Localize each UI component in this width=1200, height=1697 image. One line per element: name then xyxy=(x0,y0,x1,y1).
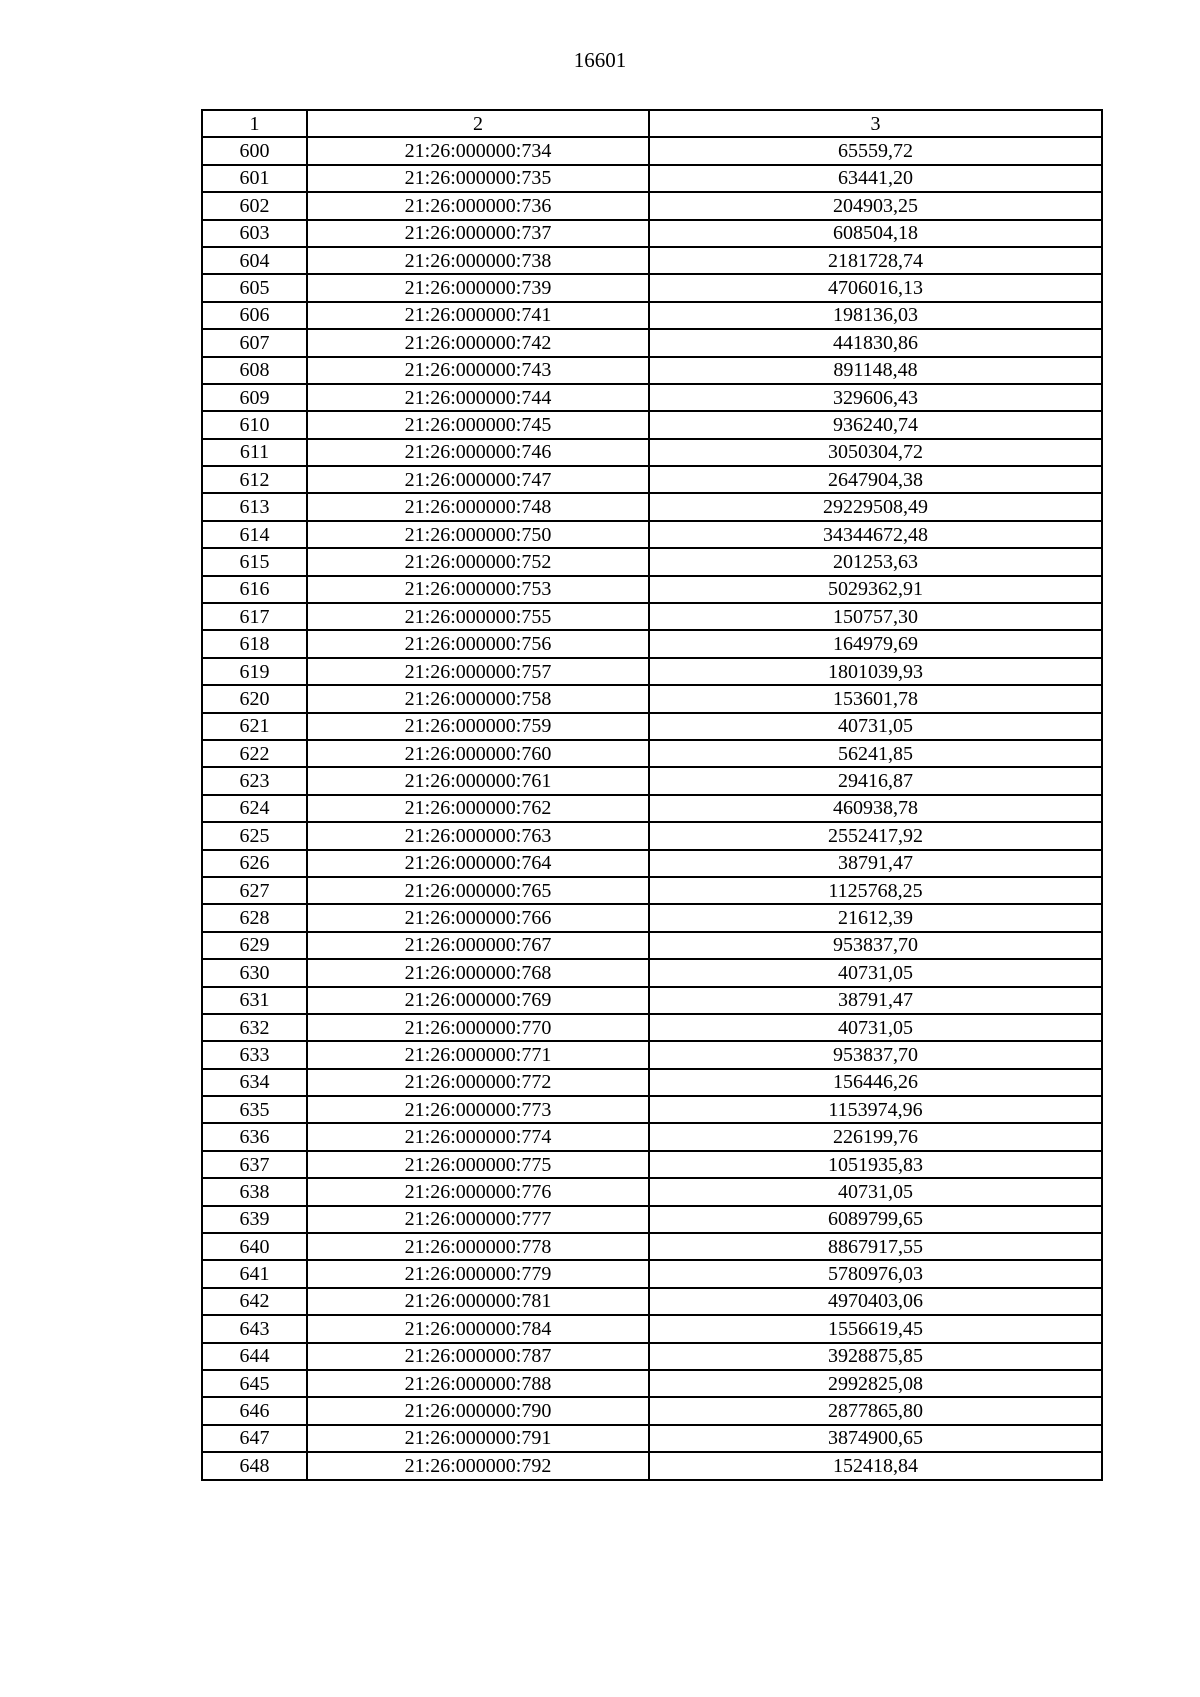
value-cell: 1556619,45 xyxy=(649,1315,1102,1342)
table-row xyxy=(202,1123,1102,1150)
value-cell: 5780976,03 xyxy=(649,1260,1102,1287)
row-number-cell: 612 xyxy=(202,466,307,493)
row-number-cell: 611 xyxy=(202,439,307,466)
table-row xyxy=(202,137,1102,164)
row-number-cell: 607 xyxy=(202,329,307,356)
row-number-cell: 643 xyxy=(202,1315,307,1342)
table-row xyxy=(202,1425,1102,1452)
table-row xyxy=(202,658,1102,685)
cadastral-number-cell: 21:26:000000:759 xyxy=(307,713,649,740)
row-number-cell: 613 xyxy=(202,493,307,520)
row-number-cell: 606 xyxy=(202,302,307,329)
row-number-cell: 628 xyxy=(202,904,307,931)
table-row xyxy=(202,466,1102,493)
value-cell: 198136,03 xyxy=(649,302,1102,329)
table-row xyxy=(202,1370,1102,1397)
row-number-cell: 622 xyxy=(202,740,307,767)
value-cell: 2181728,74 xyxy=(649,247,1102,274)
table-row xyxy=(202,877,1102,904)
row-number-cell: 610 xyxy=(202,411,307,438)
value-cell: 4970403,06 xyxy=(649,1288,1102,1315)
cadastral-number-cell: 21:26:000000:752 xyxy=(307,548,649,575)
value-cell: 5029362,91 xyxy=(649,576,1102,603)
value-cell: 2992825,08 xyxy=(649,1370,1102,1397)
value-cell: 38791,47 xyxy=(649,987,1102,1014)
cadastral-number-cell: 21:26:000000:741 xyxy=(307,302,649,329)
row-number-cell: 647 xyxy=(202,1425,307,1452)
table-row xyxy=(202,1096,1102,1123)
value-cell: 40731,05 xyxy=(649,713,1102,740)
cadastral-number-cell: 21:26:000000:765 xyxy=(307,877,649,904)
table-row xyxy=(202,1343,1102,1370)
row-number-cell: 642 xyxy=(202,1288,307,1315)
cadastral-number-cell: 21:26:000000:770 xyxy=(307,1014,649,1041)
value-cell: 40731,05 xyxy=(649,1014,1102,1041)
value-cell: 608504,18 xyxy=(649,220,1102,247)
value-cell: 150757,30 xyxy=(649,603,1102,630)
row-number-cell: 645 xyxy=(202,1370,307,1397)
row-number-cell: 630 xyxy=(202,959,307,986)
value-cell: 2877865,80 xyxy=(649,1397,1102,1424)
cadastral-number-cell: 21:26:000000:779 xyxy=(307,1260,649,1287)
cadastral-number-cell: 21:26:000000:781 xyxy=(307,1288,649,1315)
table-row xyxy=(202,192,1102,219)
table-row xyxy=(202,247,1102,274)
header-cell-col1: 1 xyxy=(202,110,307,137)
value-cell: 953837,70 xyxy=(649,932,1102,959)
value-cell: 460938,78 xyxy=(649,795,1102,822)
header-cell-col3: 3 xyxy=(649,110,1102,137)
cadastral-number-cell: 21:26:000000:773 xyxy=(307,1096,649,1123)
row-number-cell: 602 xyxy=(202,192,307,219)
cadastral-number-cell: 21:26:000000:784 xyxy=(307,1315,649,1342)
data-table xyxy=(201,109,1103,1481)
value-cell: 38791,47 xyxy=(649,850,1102,877)
row-number-cell: 627 xyxy=(202,877,307,904)
row-number-cell: 615 xyxy=(202,548,307,575)
cadastral-number-cell: 21:26:000000:778 xyxy=(307,1233,649,1260)
table-row xyxy=(202,713,1102,740)
cadastral-number-cell: 21:26:000000:743 xyxy=(307,357,649,384)
table-row xyxy=(202,1041,1102,1068)
cadastral-number-cell: 21:26:000000:750 xyxy=(307,521,649,548)
table-row xyxy=(202,384,1102,411)
row-number-cell: 600 xyxy=(202,137,307,164)
value-cell: 226199,76 xyxy=(649,1123,1102,1150)
row-number-cell: 619 xyxy=(202,658,307,685)
cadastral-number-cell: 21:26:000000:748 xyxy=(307,493,649,520)
cadastral-number-cell: 21:26:000000:769 xyxy=(307,987,649,1014)
table-row xyxy=(202,767,1102,794)
table-row xyxy=(202,932,1102,959)
value-cell: 152418,84 xyxy=(649,1452,1102,1479)
table-row xyxy=(202,1206,1102,1233)
table-row xyxy=(202,521,1102,548)
table-row xyxy=(202,1014,1102,1041)
value-cell: 34344672,48 xyxy=(649,521,1102,548)
table-row xyxy=(202,411,1102,438)
row-number-cell: 631 xyxy=(202,987,307,1014)
cadastral-number-cell: 21:26:000000:775 xyxy=(307,1151,649,1178)
table-row xyxy=(202,987,1102,1014)
table-row xyxy=(202,740,1102,767)
value-cell: 329606,43 xyxy=(649,384,1102,411)
row-number-cell: 618 xyxy=(202,630,307,657)
row-number-cell: 648 xyxy=(202,1452,307,1479)
cadastral-number-cell: 21:26:000000:762 xyxy=(307,795,649,822)
header-cell-col2: 2 xyxy=(307,110,649,137)
table-row xyxy=(202,439,1102,466)
row-number-cell: 632 xyxy=(202,1014,307,1041)
table-header xyxy=(202,110,1102,137)
value-cell: 29416,87 xyxy=(649,767,1102,794)
cadastral-number-cell: 21:26:000000:776 xyxy=(307,1178,649,1205)
table-row xyxy=(202,959,1102,986)
row-number-cell: 620 xyxy=(202,685,307,712)
row-number-cell: 635 xyxy=(202,1096,307,1123)
value-cell: 56241,85 xyxy=(649,740,1102,767)
cadastral-number-cell: 21:26:000000:767 xyxy=(307,932,649,959)
table-row xyxy=(202,1315,1102,1342)
row-number-cell: 637 xyxy=(202,1151,307,1178)
row-number-cell: 641 xyxy=(202,1260,307,1287)
row-number-cell: 626 xyxy=(202,850,307,877)
table-row xyxy=(202,1178,1102,1205)
cadastral-number-cell: 21:26:000000:736 xyxy=(307,192,649,219)
value-cell: 3050304,72 xyxy=(649,439,1102,466)
value-cell: 1153974,96 xyxy=(649,1096,1102,1123)
value-cell: 441830,86 xyxy=(649,329,1102,356)
row-number-cell: 608 xyxy=(202,357,307,384)
value-cell: 2647904,38 xyxy=(649,466,1102,493)
cadastral-number-cell: 21:26:000000:787 xyxy=(307,1343,649,1370)
value-cell: 3874900,65 xyxy=(649,1425,1102,1452)
value-cell: 891148,48 xyxy=(649,357,1102,384)
table-row xyxy=(202,630,1102,657)
cadastral-number-cell: 21:26:000000:772 xyxy=(307,1069,649,1096)
row-number-cell: 629 xyxy=(202,932,307,959)
value-cell: 8867917,55 xyxy=(649,1233,1102,1260)
cadastral-number-cell: 21:26:000000:777 xyxy=(307,1206,649,1233)
row-number-cell: 603 xyxy=(202,220,307,247)
value-cell: 1801039,93 xyxy=(649,658,1102,685)
row-number-cell: 644 xyxy=(202,1343,307,1370)
value-cell: 40731,05 xyxy=(649,1178,1102,1205)
cadastral-number-cell: 21:26:000000:739 xyxy=(307,274,649,301)
table-row xyxy=(202,576,1102,603)
value-cell: 1051935,83 xyxy=(649,1151,1102,1178)
row-number-cell: 621 xyxy=(202,713,307,740)
table-row xyxy=(202,220,1102,247)
row-number-cell: 646 xyxy=(202,1397,307,1424)
table-row xyxy=(202,1397,1102,1424)
cadastral-number-cell: 21:26:000000:758 xyxy=(307,685,649,712)
row-number-cell: 609 xyxy=(202,384,307,411)
table-row xyxy=(202,302,1102,329)
value-cell: 153601,78 xyxy=(649,685,1102,712)
table-row xyxy=(202,1151,1102,1178)
row-number-cell: 634 xyxy=(202,1069,307,1096)
cadastral-number-cell: 21:26:000000:745 xyxy=(307,411,649,438)
value-cell: 953837,70 xyxy=(649,1041,1102,1068)
page-number: 16601 xyxy=(573,48,627,72)
table-row xyxy=(202,274,1102,301)
cadastral-number-cell: 21:26:000000:755 xyxy=(307,603,649,630)
cadastral-number-cell: 21:26:000000:766 xyxy=(307,904,649,931)
row-number-cell: 601 xyxy=(202,165,307,192)
value-cell: 156446,26 xyxy=(649,1069,1102,1096)
cadastral-number-cell: 21:26:000000:763 xyxy=(307,822,649,849)
table-row xyxy=(202,795,1102,822)
cadastral-number-cell: 21:26:000000:757 xyxy=(307,658,649,685)
cadastral-number-cell: 21:26:000000:788 xyxy=(307,1370,649,1397)
table-row xyxy=(202,603,1102,630)
cadastral-number-cell: 21:26:000000:737 xyxy=(307,220,649,247)
header-row xyxy=(202,110,1102,137)
value-cell: 2552417,92 xyxy=(649,822,1102,849)
row-number-cell: 640 xyxy=(202,1233,307,1260)
table-row xyxy=(202,165,1102,192)
value-cell: 65559,72 xyxy=(649,137,1102,164)
row-number-cell: 623 xyxy=(202,767,307,794)
value-cell: 63441,20 xyxy=(649,165,1102,192)
value-cell: 164979,69 xyxy=(649,630,1102,657)
value-cell: 3928875,85 xyxy=(649,1343,1102,1370)
table-row xyxy=(202,357,1102,384)
table-row xyxy=(202,1452,1102,1479)
row-number-cell: 614 xyxy=(202,521,307,548)
cadastral-number-cell: 21:26:000000:742 xyxy=(307,329,649,356)
value-cell: 40731,05 xyxy=(649,959,1102,986)
row-number-cell: 638 xyxy=(202,1178,307,1205)
value-cell: 29229508,49 xyxy=(649,493,1102,520)
table-body xyxy=(202,137,1102,1479)
row-number-cell: 639 xyxy=(202,1206,307,1233)
row-number-cell: 604 xyxy=(202,247,307,274)
value-cell: 204903,25 xyxy=(649,192,1102,219)
table-row xyxy=(202,329,1102,356)
row-number-cell: 636 xyxy=(202,1123,307,1150)
row-number-cell: 616 xyxy=(202,576,307,603)
cadastral-number-cell: 21:26:000000:747 xyxy=(307,466,649,493)
cadastral-number-cell: 21:26:000000:738 xyxy=(307,247,649,274)
cadastral-number-cell: 21:26:000000:764 xyxy=(307,850,649,877)
value-cell: 201253,63 xyxy=(649,548,1102,575)
cadastral-number-cell: 21:26:000000:774 xyxy=(307,1123,649,1150)
table-row xyxy=(202,1288,1102,1315)
row-number-cell: 624 xyxy=(202,795,307,822)
cadastral-number-cell: 21:26:000000:790 xyxy=(307,1397,649,1424)
cadastral-number-cell: 21:26:000000:760 xyxy=(307,740,649,767)
cadastral-number-cell: 21:26:000000:735 xyxy=(307,165,649,192)
row-number-cell: 625 xyxy=(202,822,307,849)
table-row xyxy=(202,1233,1102,1260)
cadastral-number-cell: 21:26:000000:761 xyxy=(307,767,649,794)
value-cell: 936240,74 xyxy=(649,411,1102,438)
table-row xyxy=(202,822,1102,849)
table-row xyxy=(202,904,1102,931)
value-cell: 1125768,25 xyxy=(649,877,1102,904)
table-row xyxy=(202,850,1102,877)
cadastral-number-cell: 21:26:000000:791 xyxy=(307,1425,649,1452)
cadastral-number-cell: 21:26:000000:744 xyxy=(307,384,649,411)
table-row xyxy=(202,1260,1102,1287)
value-cell: 6089799,65 xyxy=(649,1206,1102,1233)
table-row xyxy=(202,685,1102,712)
row-number-cell: 605 xyxy=(202,274,307,301)
table-row xyxy=(202,1069,1102,1096)
cadastral-number-cell: 21:26:000000:771 xyxy=(307,1041,649,1068)
value-cell: 4706016,13 xyxy=(649,274,1102,301)
cadastral-number-cell: 21:26:000000:792 xyxy=(307,1452,649,1479)
row-number-cell: 617 xyxy=(202,603,307,630)
value-cell: 21612,39 xyxy=(649,904,1102,931)
row-number-cell: 633 xyxy=(202,1041,307,1068)
cadastral-number-cell: 21:26:000000:734 xyxy=(307,137,649,164)
cadastral-number-cell: 21:26:000000:746 xyxy=(307,439,649,466)
cadastral-number-cell: 21:26:000000:768 xyxy=(307,959,649,986)
table-row xyxy=(202,493,1102,520)
cadastral-number-cell: 21:26:000000:753 xyxy=(307,576,649,603)
table-row xyxy=(202,548,1102,575)
cadastral-number-cell: 21:26:000000:756 xyxy=(307,630,649,657)
